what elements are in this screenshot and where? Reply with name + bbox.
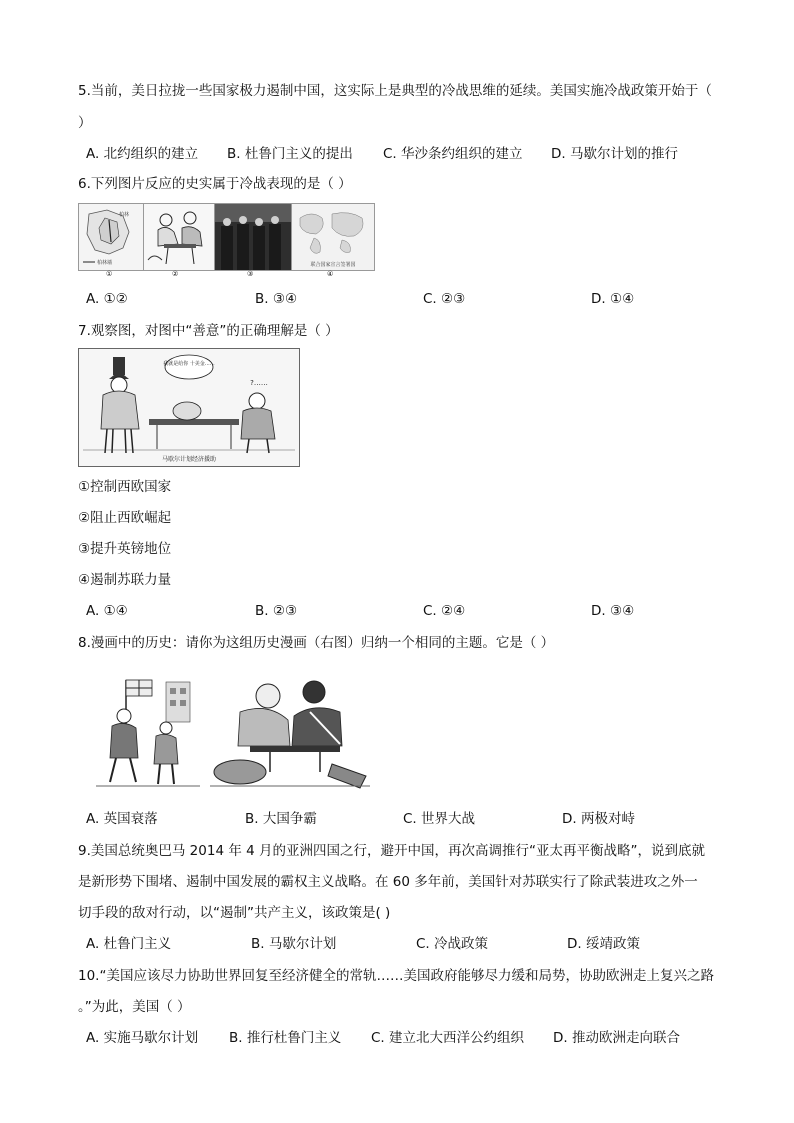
q8-cartoon-left (96, 672, 200, 792)
q8-option-c[interactable]: C. 世界大战 (403, 811, 476, 827)
q6-photo-image (214, 203, 292, 271)
q7-option-b[interactable]: B. ②③ (255, 603, 298, 619)
q7-item-2: ②阻止西欧崛起 (78, 510, 172, 526)
q10-option-c[interactable]: C. 建立北大西洋公约组织 (371, 1030, 525, 1046)
q8-option-d[interactable]: D. 两极对峙 (562, 811, 635, 827)
q7-thought-bubble: ?…… (250, 379, 268, 387)
q7-cartoon-image (78, 348, 300, 467)
q6-option-c[interactable]: C. ②③ (423, 291, 466, 307)
q8-option-b[interactable]: B. 大国争霸 (245, 811, 317, 827)
q5-option-a[interactable]: A. 北约组织的建立 (86, 146, 199, 162)
q6-world-map-image (291, 203, 375, 271)
q5-option-d[interactable]: D. 马歇尔计划的推行 (551, 146, 678, 162)
q6-cartoon-image (143, 203, 215, 271)
q7-cartoon-caption: 马歇尔计划经济援助 (161, 456, 217, 463)
q9-option-c[interactable]: C. 冷战政策 (416, 936, 489, 952)
q10-option-d[interactable]: D. 推动欧洲走向联合 (553, 1030, 680, 1046)
q5-stem-line1: 5.当前，美日拉拢一些国家极力遏制中国，这实际上是典型的冷战思维的延续。美国实施冷战政策开始于（ (78, 83, 712, 99)
q7-item-1: ①控制西欧国家 (78, 479, 172, 495)
q6-img-label-1: ① (106, 270, 113, 278)
q9-stem-line3: 切手段的敌对行动，以“遏制”共产主义，该政策是( ) (78, 905, 391, 921)
q10-stem-line2: 。”为此，美国（ ） (78, 999, 191, 1015)
q7-option-d[interactable]: D. ③④ (591, 603, 635, 619)
q7-stem: 7.观察图，对图中“善意”的正确理解是（ ） (78, 323, 339, 339)
q9-option-d[interactable]: D. 绥靖政策 (567, 936, 640, 952)
q7-speech-bubble: 我就是给你 十美金…… (163, 361, 215, 367)
q9-stem-line1: 9.美国总统奥巴马 2014 年 4 月的亚洲四国之行，避开中国，再次高调推行“亚太再平衡战略”，说到底就 (78, 843, 705, 859)
q6-map-image (78, 203, 144, 271)
q10-option-a[interactable]: A. 实施马歇尔计划 (86, 1030, 199, 1046)
q7-item-3: ③提升英镑地位 (78, 541, 172, 557)
q5-stem-line2: ） (78, 115, 92, 131)
q6-map-label-berlin: 柏林 (119, 212, 130, 218)
q8-cartoon-right (210, 672, 370, 792)
q7-item-4: ④遏制苏联力量 (78, 572, 172, 588)
q7-option-c[interactable]: C. ②④ (423, 603, 466, 619)
q5-option-b[interactable]: B. 杜鲁门主义的提出 (227, 146, 353, 162)
q9-stem-line2: 是新形势下围堵、遏制中国发展的霸权主义战略。在 60 多年前，美国针对苏联实行了除武装进攻之外一 (78, 874, 698, 890)
q10-option-b[interactable]: B. 推行杜鲁门主义 (229, 1030, 342, 1046)
q6-option-b[interactable]: B. ③④ (255, 291, 298, 307)
q6-map-legend: 柏林墙 (97, 260, 113, 266)
q6-stem: 6.下列图片反应的史实属于冷战表现的是（ ） (78, 176, 352, 192)
q6-img-label-2: ② (172, 270, 179, 278)
q10-stem-line1: 10.“美国应该尽力协助世界回复至经济健全的常轨……美国政府能够尽力缓和局势，协助欧洲走上复兴之路 (78, 968, 714, 984)
q5-option-c[interactable]: C. 华沙条约组织的建立 (383, 146, 523, 162)
q6-option-a[interactable]: A. ①② (86, 291, 128, 307)
q9-option-b[interactable]: B. 马歇尔计划 (251, 936, 337, 952)
q8-stem: 8.漫画中的历史：请你为这组历史漫画（右图）归纳一个相同的主题。它是（ ） (78, 635, 555, 651)
q6-option-d[interactable]: D. ①④ (591, 291, 635, 307)
q7-option-a[interactable]: A. ①④ (86, 603, 128, 619)
q6-img-label-4: ④ (327, 270, 334, 278)
q6-map4-caption: 联合国家宣言签署国 (310, 262, 356, 268)
q8-option-a[interactable]: A. 英国衰落 (86, 811, 158, 827)
q9-option-a[interactable]: A. 杜鲁门主义 (86, 936, 172, 952)
q6-img-label-3: ③ (247, 270, 254, 278)
